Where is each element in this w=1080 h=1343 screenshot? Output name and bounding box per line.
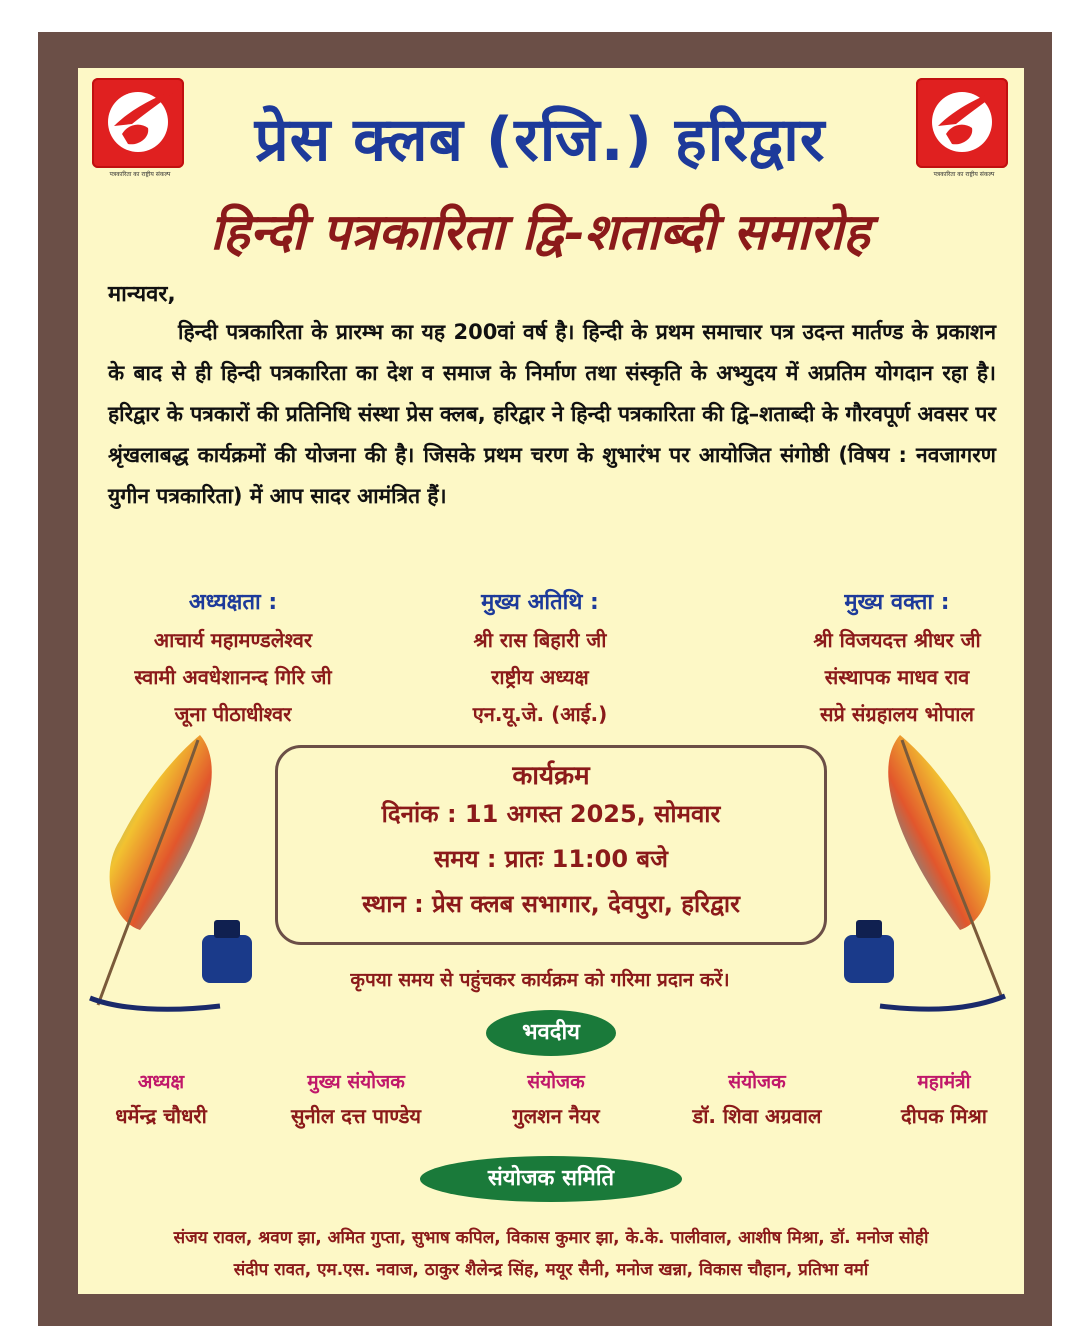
program-box xyxy=(275,745,827,945)
invitation-body: हिन्दी पत्रकारिता के प्रारम्भ का यह 200वां वर्ष है। हिन्दी के प्रथम समाचार पत्र उदन्त मार्तण्ड के प्रकाशन के बाद से ही हिन्दी पत्रकारिता का देश व समाज के निर्माण तथा संस्कृति के अभ्युदय में अप्रतिम योगदान रहा है। हरिद्वार के पत्रकारों की प्रतिनिधि संस्था प्रेस क्लब, हरिद्वार ने हिन्दी पत्रकारिता की द्वि–शताब्दी के गौरवपूर्ण अवसर पर श्रृंखलाबद्ध कार्यक्रमों की योजना की है। जिसके प्रथम चरण के शुभारंभ पर आयोजित संगोष्ठी (विषय : नवजागरण युगीन पत्रकारिता) में आप सादर आमंत्रित हैं। xyxy=(108,320,996,508)
signatory xyxy=(96,1068,226,1129)
keynote-heading: मुख्य वक्ता : xyxy=(844,590,950,615)
keynote-line: संस्थापक माधव राव xyxy=(824,665,970,689)
event-subtitle: हिन्दी पत्रकारिता द्वि-शताब्दी समारोह xyxy=(210,202,870,261)
signatory-name: डॉ. शिवा अग्रवाल xyxy=(692,1104,822,1128)
committee-members xyxy=(86,1222,1016,1286)
presidency-line: जूना पीठाधीश्वर xyxy=(174,702,292,726)
signatory-name: गुलशन नैयर xyxy=(512,1104,600,1128)
chief-guest-heading: मुख्य अतिथि : xyxy=(481,590,599,615)
logo-tagline: पत्रकारिता का राष्ट्रीय संकल्प xyxy=(933,171,995,178)
signatory xyxy=(266,1068,446,1129)
keynote-block xyxy=(782,586,1012,733)
signatory-name: सुनील दत्त पाण्डेय xyxy=(290,1104,422,1128)
presidency-line: आचार्य महामण्डलेश्वर xyxy=(153,628,313,652)
program-time: समय : प्रातः 11:00 बजे xyxy=(434,845,668,873)
signatory-role: संयोजक xyxy=(728,1071,786,1093)
signatory xyxy=(882,1068,1006,1129)
signatory-role: महामंत्री xyxy=(917,1071,971,1093)
program-heading: कार्यक्रम xyxy=(512,761,590,791)
signatory xyxy=(672,1068,842,1129)
signatory-role: अध्यक्ष xyxy=(137,1071,185,1093)
signatory-name: दीपक मिश्रा xyxy=(901,1104,987,1128)
logo-tagline: पत्रकारिता का राष्ट्रीय संकल्प xyxy=(109,171,171,178)
signatory xyxy=(486,1068,626,1129)
attendance-request: कृपया समय से पहुंचकर कार्यक्रम को गरिमा प्रदान करें। xyxy=(350,969,730,991)
closing-badge: भवदीय xyxy=(486,1010,616,1056)
chief-guest-line: श्री रास बिहारी जी xyxy=(473,628,607,652)
keynote-line: श्री विजयदत्त श्रीधर जी xyxy=(813,628,981,652)
presidency-line: स्वामी अवधेशानन्द गिरि जी xyxy=(134,665,332,689)
signatory-role: मुख्य संयोजक xyxy=(307,1071,405,1093)
chief-guest-line: राष्ट्रीय अध्यक्ष xyxy=(491,665,589,689)
chief-guest-block xyxy=(420,586,660,733)
presidency-heading: अध्यक्षता : xyxy=(188,590,278,615)
committee-heading: संयोजक समिति xyxy=(420,1156,682,1202)
page-title: प्रेस क्लब (रजि.) हरिद्वार xyxy=(254,105,826,175)
program-date: दिनांक : 11 अगस्त 2025, सोमवार xyxy=(381,800,721,828)
signatory-name: धर्मेन्द्र चौधरी xyxy=(115,1104,207,1128)
salutation: मान्यवर, xyxy=(108,282,176,307)
committee-line: संदीप रावत, एम.एस. नवाज, ठाकुर शैलेन्द्र सिंह, मयूर सैनी, मनोज खन्ना, विकास चौहान, प्रतिभा वर्मा xyxy=(233,1260,869,1280)
program-venue: स्थान : प्रेस क्लब सभागार, देवपुरा, हरिद्वार xyxy=(362,890,740,918)
presidency-block xyxy=(98,586,368,733)
signatory-role: संयोजक xyxy=(527,1071,585,1093)
chief-guest-line: एन.यू.जे. (आई.) xyxy=(472,702,608,726)
keynote-line: सप्रे संग्रहालय भोपाल xyxy=(820,702,974,726)
committee-line: संजय रावल, श्रवण झा, अमित गुप्ता, सुभाष कपिल, विकास कुमार झा, के.के. पालीवाल, आशीष मिश्रा, डॉ. मनोज सोही xyxy=(173,1228,929,1248)
